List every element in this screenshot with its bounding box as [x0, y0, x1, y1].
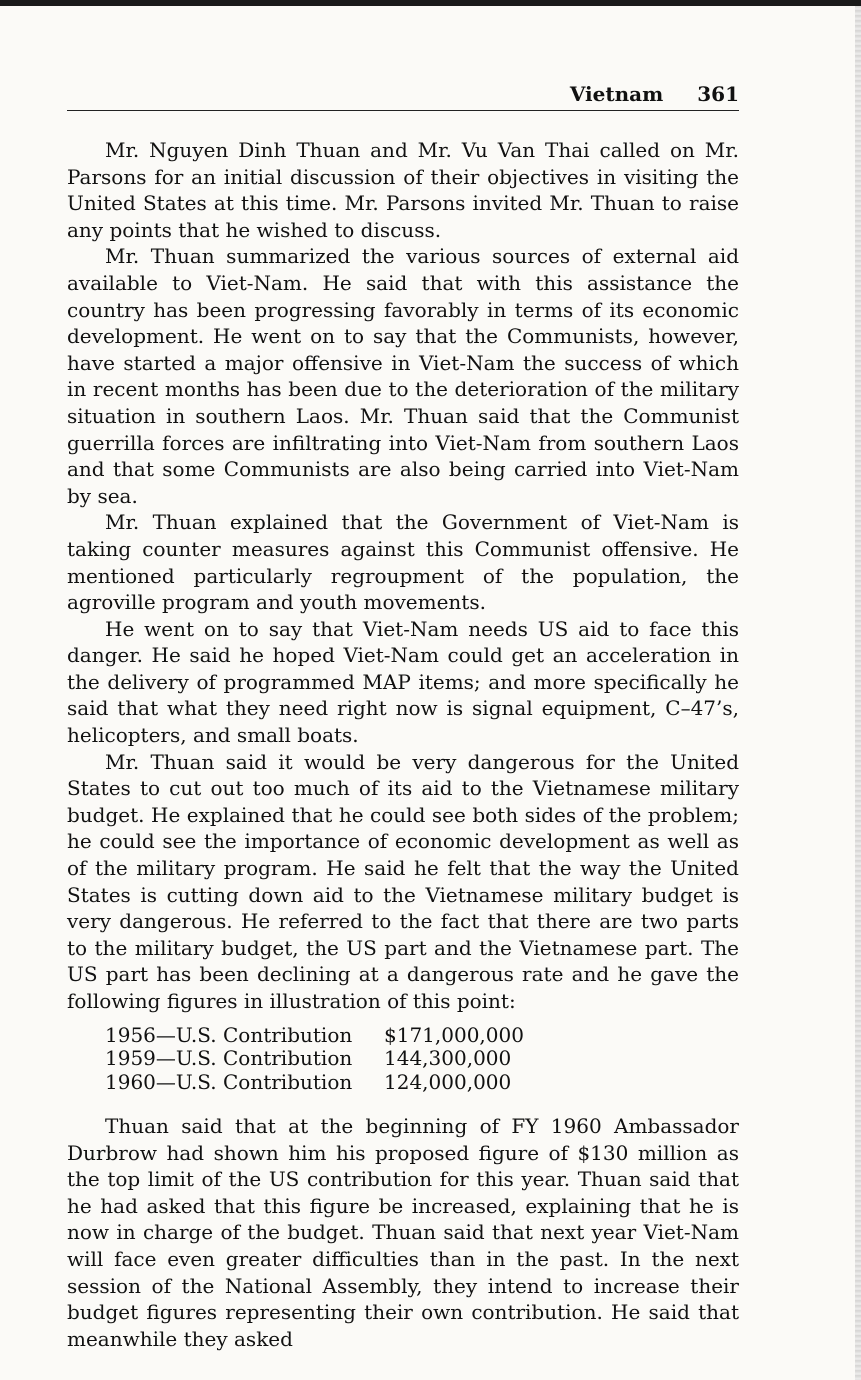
contribution-figures	[105, 1024, 739, 1095]
paragraph: Mr. Thuan explained that the Government of Viet-Nam is taking counter measures against this Communist offensive. He mentioned particularly regroupment of the population, the agroville program and youth movements.	[67, 510, 739, 615]
page-edge	[855, 6, 861, 1380]
figure-value: 144,300,000	[384, 1046, 512, 1071]
page-number: 361	[697, 82, 739, 106]
figure-row	[105, 1071, 739, 1095]
paragraph: Mr. Thuan summarized the various sources of external aid available to Viet-Nam. He said that with this assistance the country has been progressing favorably in terms of its economic development. He went on to say that the Communists, however, have started a major offensive in Viet-Nam the success of which in recent months has been due to the deterioration of the military situation in southern Laos. Mr. Thuan said that the Communist guerrilla forces are infiltrating into Viet-Nam from southern Laos and that some Communists are also being carried into Viet-Nam by sea.	[67, 244, 739, 508]
figure-row	[105, 1047, 739, 1071]
paragraph: Thuan said that at the beginning of FY 1960 Ambassador Durbrow had shown him his proposed figure of $130 million as the top limit of the US contribution for this year. Thuan said that he had asked that this figure be increased, explaining that he is now in charge of the budget. Thuan said that next year Viet-Nam will face even greater difficulties than in the past. In the next session of the National Assembly, they intend to increase their budget figures representing their own contribution. He said that meanwhile they asked	[67, 1114, 739, 1351]
figure-label: 1959—U.S. Contribution	[105, 1046, 353, 1071]
figure-value: 124,000,000	[384, 1069, 512, 1094]
paragraph: Mr. Nguyen Dinh Thuan and Mr. Vu Van Thai called on Mr. Parsons for an initial discussion of their objectives in visiting the United States at this time. Mr. Parsons invited Mr. Thuan to raise any points that he wished to discuss.	[67, 138, 739, 242]
top-border	[0, 0, 861, 6]
section-title: Vietnam	[569, 82, 664, 106]
figure-label: 1960—U.S. Contribution	[105, 1069, 353, 1094]
figure-row	[105, 1024, 739, 1048]
paragraph: He went on to say that Viet-Nam needs US aid to face this danger. He said he hoped Viet-Nam could get an acceleration in the delivery of programmed MAP items; and more specifically he said that what they need right now is signal equipment, C–47’s, helicopters, and small boats.	[67, 616, 739, 748]
figure-label: 1956—U.S. Contribution	[105, 1022, 353, 1047]
running-head	[67, 80, 739, 111]
figure-value: $171,000,000	[384, 1022, 524, 1047]
document-page	[67, 80, 739, 1352]
body-text	[67, 137, 739, 1352]
paragraph: Mr. Thuan said it would be very dangerous for the United States to cut out too much of its aid to the Vietnamese military budget. He explained that he could see both sides of the problem; he could see the importance of economic development as well as of the military program. He said he felt that the way the United States is cutting down aid to the Vietnamese military budget is very dangerous. He referred to the fact that there are two parts to the military budget, the US part and the Vietnamese part. The US part has been declining at a dangerous rate and he gave the following figures in illustration of this point:	[67, 749, 739, 1013]
